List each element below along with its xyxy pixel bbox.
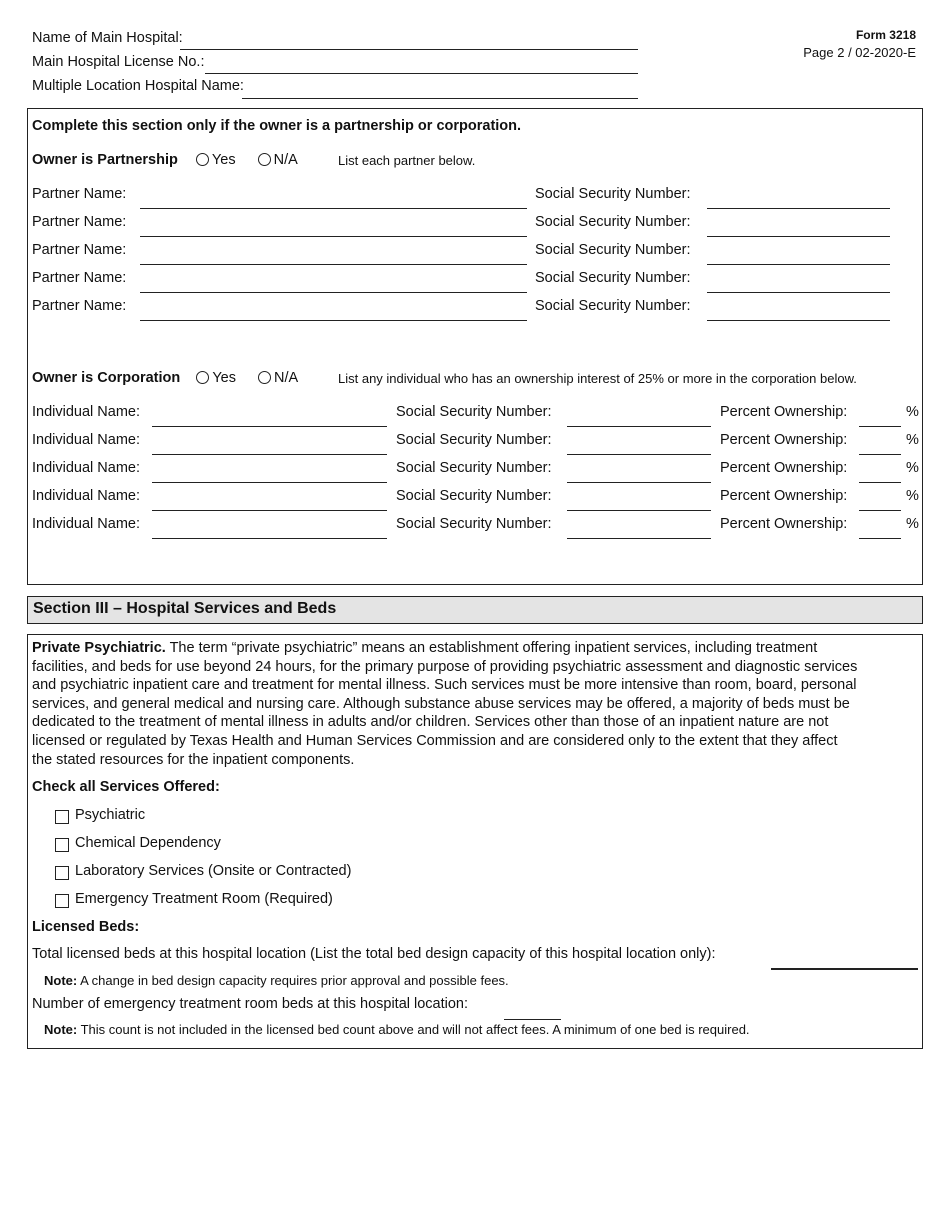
- multiple-location-label: Multiple Location Hospital Name:: [32, 78, 244, 94]
- form-number: Form 3218: [855, 28, 916, 42]
- percent-sign: %: [906, 404, 919, 420]
- partner-ssn-label: Social Security Number:: [535, 214, 691, 230]
- partner-name-label: Partner Name:: [32, 242, 127, 258]
- multiple-location-field[interactable]: [242, 98, 638, 99]
- percent-ownership-label: Percent Ownership:: [720, 516, 848, 532]
- definition-line-1: The term “private psychiatric” means an establishment offering inpatient services, including treatment: [165, 640, 818, 656]
- partner-name-label: Partner Name:: [32, 214, 127, 230]
- note-2: Note: This count is not included in the licensed bed count above and will not affect fees. A minimum of one bed is required.: [44, 1022, 750, 1037]
- license-label: Main Hospital License No.:: [32, 54, 205, 70]
- individual-ssn-label: Social Security Number:: [396, 404, 552, 420]
- partner-ssn-label: Social Security Number:: [535, 186, 691, 202]
- definition-line-6: licensed or regulated by Texas Health and Human Services Commission and are considered only to the extent that they affect: [32, 732, 838, 749]
- individual-name-field[interactable]: [152, 482, 387, 483]
- corporation-yes-radio[interactable]: [196, 371, 209, 384]
- partnership-na-radio[interactable]: [258, 153, 271, 166]
- percent-sign: %: [906, 432, 919, 448]
- individual-name-field[interactable]: [152, 426, 387, 427]
- corporation-yes-option[interactable]: Yes: [196, 370, 236, 386]
- partner-name-label: Partner Name:: [32, 186, 127, 202]
- percent-ownership-label: Percent Ownership:: [720, 404, 848, 420]
- individual-name-label: Individual Name:: [32, 516, 140, 532]
- definition-line-4: services, and general medical and nursing care. Although substance abuse services may be offered, a majority of beds must be: [32, 695, 850, 712]
- corporation-row-header: [32, 370, 298, 386]
- individual-ssn-label: Social Security Number:: [396, 432, 552, 448]
- ownership-intro: Complete this section only if the owner is a partnership or corporation.: [32, 118, 522, 134]
- partnership-instruction: List each partner below.: [338, 153, 476, 168]
- license-field[interactable]: [205, 73, 638, 74]
- percent-ownership-field[interactable]: [859, 426, 901, 427]
- percent-ownership-field[interactable]: [859, 538, 901, 539]
- service-label-emergency-room: Emergency Treatment Room (Required): [75, 891, 333, 907]
- percent-ownership-field[interactable]: [859, 482, 901, 483]
- partner-ssn-label: Social Security Number:: [535, 242, 691, 258]
- percent-sign: %: [906, 516, 919, 532]
- individual-name-field[interactable]: [152, 510, 387, 511]
- definition-line-3: and psychiatric inpatient care and treatment for mental illness. Such services must be more intensive than room, board, personal: [32, 677, 857, 694]
- individual-name-field[interactable]: [152, 538, 387, 539]
- partnership-title: Owner is Partnership: [32, 152, 178, 168]
- note-1: Note: A change in bed design capacity requires prior approval and possible fees.: [44, 973, 509, 988]
- partnership-na-option[interactable]: N/A: [258, 152, 298, 168]
- partner-name-field[interactable]: [140, 236, 527, 237]
- individual-ssn-label: Social Security Number:: [396, 516, 552, 532]
- percent-sign: %: [906, 488, 919, 504]
- partner-name-label: Partner Name:: [32, 298, 127, 314]
- partner-name-field[interactable]: [140, 208, 527, 209]
- corporation-na-radio[interactable]: [258, 371, 271, 384]
- percent-sign: %: [906, 460, 919, 476]
- service-label-chemical-dependency: Chemical Dependency: [75, 835, 221, 851]
- percent-ownership-label: Percent Ownership:: [720, 488, 848, 504]
- service-checkbox-chemical-dependency[interactable]: [55, 838, 69, 852]
- partnership-yes-radio[interactable]: [196, 153, 209, 166]
- partnership-yes-option[interactable]: Yes: [196, 152, 236, 168]
- individual-name-label: Individual Name:: [32, 432, 140, 448]
- partner-ssn-label: Social Security Number:: [535, 270, 691, 286]
- individual-ssn-field[interactable]: [567, 510, 711, 511]
- service-label-laboratory: Laboratory Services (Onsite or Contracted): [75, 863, 352, 879]
- partner-name-label: Partner Name:: [32, 270, 127, 286]
- section3-title: Section III – Hospital Services and Beds: [33, 600, 337, 617]
- private-psychiatric-definition: [32, 639, 922, 769]
- definition-line-5: dedicated to the treatment of mental illness in adults and/or children. Services other than those of an inpatient nature are not: [32, 714, 829, 731]
- definition-term: Private Psychiatric.: [32, 640, 166, 656]
- service-checkbox-laboratory[interactable]: [55, 866, 69, 880]
- partner-name-field[interactable]: [140, 292, 527, 293]
- total-beds-field[interactable]: [771, 968, 918, 970]
- individual-name-label: Individual Name:: [32, 404, 140, 420]
- corporation-title: Owner is Corporation: [32, 370, 181, 386]
- individual-ssn-field[interactable]: [567, 538, 711, 539]
- percent-ownership-label: Percent Ownership:: [720, 432, 848, 448]
- partner-ssn-field[interactable]: [707, 292, 890, 293]
- partner-ssn-field[interactable]: [707, 208, 890, 209]
- percent-ownership-field[interactable]: [859, 510, 901, 511]
- individual-name-label: Individual Name:: [32, 488, 140, 504]
- percent-ownership-field[interactable]: [859, 454, 901, 455]
- ownership-section: [27, 108, 923, 585]
- individual-name-field[interactable]: [152, 454, 387, 455]
- partner-ssn-field[interactable]: [707, 264, 890, 265]
- individual-name-label: Individual Name:: [32, 460, 140, 476]
- definition-line-2: facilities, and beds for use beyond 24 hours, for the primary purpose of providing psychiatric assessment and diagnostic services: [32, 658, 858, 675]
- service-label-psychiatric: Psychiatric: [75, 807, 146, 823]
- er-beds-field[interactable]: [504, 1019, 561, 1020]
- partner-ssn-field[interactable]: [707, 236, 890, 237]
- individual-ssn-label: Social Security Number:: [396, 460, 552, 476]
- partner-name-field[interactable]: [140, 320, 527, 321]
- er-beds-label: Number of emergency treatment room beds at this hospital location:: [32, 996, 469, 1012]
- service-checkbox-emergency-room[interactable]: [55, 894, 69, 908]
- section3-header: [27, 596, 923, 624]
- main-hospital-field[interactable]: [180, 49, 638, 50]
- total-beds-label: Total licensed beds at this hospital location (List the total bed design capacity of this hospital location only):: [32, 946, 716, 962]
- partner-ssn-field[interactable]: [707, 320, 890, 321]
- beds-heading: Licensed Beds:: [32, 919, 140, 935]
- main-hospital-label: Name of Main Hospital:: [32, 30, 183, 46]
- percent-ownership-label: Percent Ownership:: [720, 460, 848, 476]
- service-checkbox-psychiatric[interactable]: [55, 810, 69, 824]
- corporation-instruction: List any individual who has an ownership interest of 25% or more in the corporation below.: [338, 371, 857, 386]
- individual-ssn-field[interactable]: [567, 426, 711, 427]
- page-info: Page 2 / 02-2020-E: [803, 45, 916, 60]
- partner-name-field[interactable]: [140, 264, 527, 265]
- partnership-row-header: [32, 152, 298, 168]
- definition-line-7: the stated resources for the inpatient components.: [32, 751, 355, 768]
- corporation-na-option[interactable]: N/A: [258, 370, 298, 386]
- individual-ssn-field[interactable]: [567, 454, 711, 455]
- individual-ssn-field[interactable]: [567, 482, 711, 483]
- partner-ssn-label: Social Security Number:: [535, 298, 691, 314]
- services-heading: Check all Services Offered:: [32, 779, 220, 795]
- individual-ssn-label: Social Security Number:: [396, 488, 552, 504]
